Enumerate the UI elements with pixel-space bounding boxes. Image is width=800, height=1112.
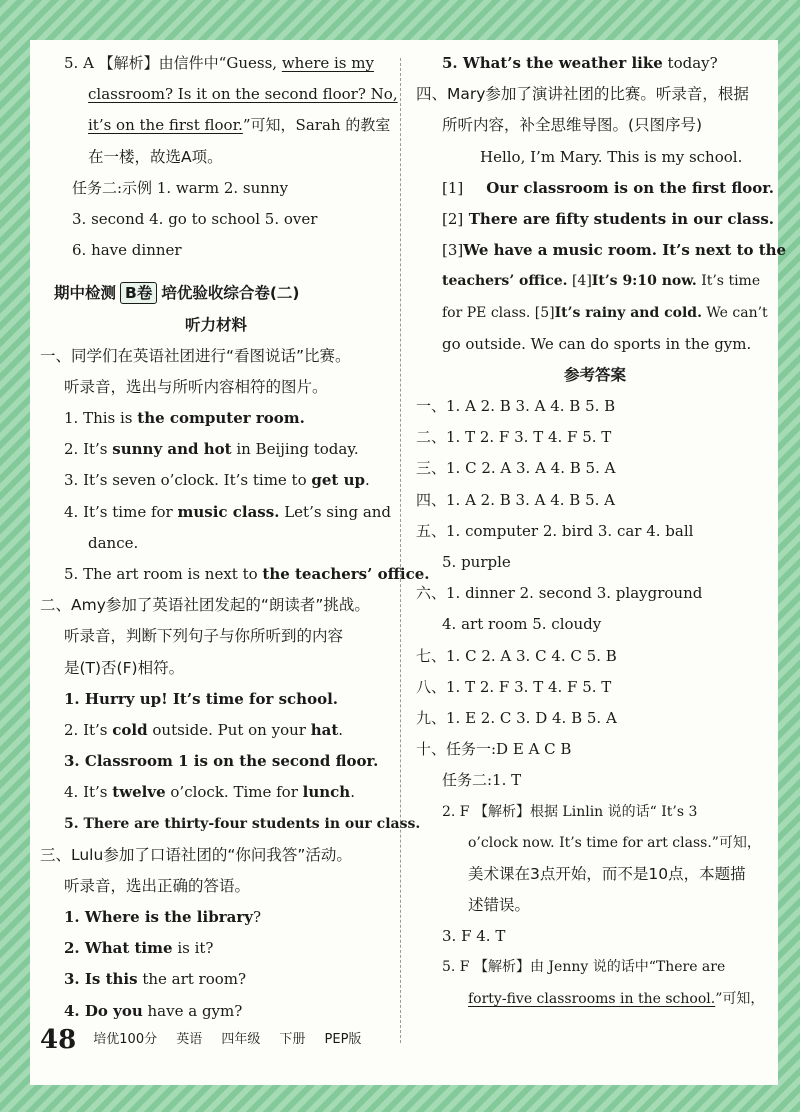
bold-text: It’s rainy and cold. bbox=[554, 304, 702, 321]
question-title: 四、Mary参加了演讲社团的比赛。听录音，根据 bbox=[416, 85, 749, 104]
bold-text: music class. bbox=[177, 502, 280, 521]
answer-line bbox=[40, 48, 392, 79]
text: for PE class. [5] bbox=[442, 304, 555, 321]
script-line: 1. Hurry up! It’s time for school. bbox=[64, 689, 338, 708]
bold-text: 5. What’s the weather like bbox=[442, 54, 663, 72]
bold-text: We have a music room. It’s next to the bbox=[463, 241, 787, 260]
script-line bbox=[40, 964, 392, 995]
script-line bbox=[416, 48, 774, 79]
term-label: 下册 bbox=[279, 1031, 306, 1047]
answer-row: 四、1. A 2. B 3. A 4. B 5. A bbox=[416, 490, 616, 509]
section-title: 培优验收综合卷(二) bbox=[161, 284, 300, 303]
bold-text: teachers’ office. bbox=[442, 273, 568, 290]
text: . bbox=[350, 783, 355, 802]
section-heading bbox=[40, 278, 392, 309]
text: o’clock. Time for bbox=[165, 783, 303, 802]
underlined-text: where is my bbox=[281, 54, 374, 72]
question-title: 三、Lulu参加了口语社团的“你问我答”活动。 bbox=[40, 845, 352, 864]
answer-row: 4. art room 5. cloudy bbox=[442, 615, 602, 634]
text: It’s time bbox=[696, 273, 761, 290]
answer-row: 七、1. C 2. A 3. C 4. C 5. B bbox=[416, 646, 617, 665]
text: [4] bbox=[567, 273, 592, 290]
script-line: 5. There are thirty-four students in our class. bbox=[64, 815, 421, 832]
explanation-line bbox=[416, 984, 774, 1015]
text: [3] bbox=[442, 241, 464, 260]
script-line bbox=[40, 902, 392, 933]
script-line bbox=[40, 497, 392, 528]
text: . bbox=[338, 720, 344, 739]
passage-line bbox=[416, 204, 774, 235]
script-line bbox=[40, 996, 392, 1027]
script-line bbox=[40, 777, 392, 808]
answer-row: 十、任务一:D E A C B bbox=[416, 740, 572, 759]
explanation-line: 述错误。 bbox=[468, 896, 531, 915]
answer-row: 5. purple bbox=[442, 553, 511, 571]
passage-line: go outside. We can do sports in the gym. bbox=[442, 334, 752, 353]
text: have a gym? bbox=[142, 1001, 243, 1020]
underlined-text: forty-five classrooms in the school. bbox=[468, 990, 716, 1007]
explanation-line: 美术课在3点开始，而不是10点，本题描 bbox=[468, 864, 746, 883]
question-instruction: 听录音，选出正确的答语。 bbox=[64, 876, 251, 895]
answer-row: 六、1. dinner 2. second 3. playground bbox=[416, 584, 703, 603]
answer-row: 九、1. E 2. C 3. D 4. B 5. A bbox=[416, 708, 617, 727]
page-footer bbox=[40, 1024, 375, 1054]
answer-row: 五、1. computer 2. bird 3. car 4. ball bbox=[416, 521, 694, 540]
passage-line bbox=[416, 235, 787, 266]
text: 5. A 【解析】由信件中“Guess, bbox=[64, 54, 282, 72]
bold-text: 3. Is this bbox=[64, 970, 138, 989]
section-label: 期中检测 bbox=[54, 284, 117, 303]
text: is it? bbox=[172, 939, 214, 958]
section-badge: B卷 bbox=[120, 282, 157, 304]
text: ? bbox=[252, 908, 261, 927]
bold-text: get up bbox=[311, 471, 365, 490]
text: 5. The art room is next to bbox=[64, 565, 263, 583]
script-line bbox=[40, 715, 392, 746]
answer-line bbox=[40, 79, 398, 110]
task-two-line: 6. have dinner bbox=[72, 241, 182, 260]
text: . bbox=[364, 471, 370, 490]
text: 4. It’s bbox=[64, 783, 113, 802]
bold-text: cold bbox=[112, 720, 148, 739]
answer-row: 八、1. T 2. F 3. T 4. F 5. T bbox=[416, 677, 612, 696]
explanation-line: 2. F 【解析】根据 Linlin 说的话“ It’s 3 bbox=[442, 803, 698, 820]
subject-label: 英语 bbox=[176, 1031, 203, 1047]
listening-heading: 听力材料 bbox=[184, 315, 247, 334]
text: [1] bbox=[442, 178, 464, 197]
bold-text: sunny and hot bbox=[112, 440, 232, 459]
bold-text: 4. Do you bbox=[64, 1001, 143, 1020]
left-column bbox=[40, 48, 430, 1027]
bold-text: the computer room. bbox=[137, 409, 305, 428]
page-number: 48 bbox=[40, 1024, 77, 1055]
script-line bbox=[40, 465, 392, 496]
question-instruction: 所听内容，补全思维导图。(只图序号) bbox=[442, 116, 703, 135]
script-line bbox=[40, 933, 392, 964]
bold-text: twelve bbox=[112, 783, 166, 802]
bold-text: Our classroom is on the first floor. bbox=[486, 178, 774, 197]
bold-text: the teachers’ office. bbox=[262, 565, 430, 583]
grade-label: 四年级 bbox=[221, 1031, 261, 1047]
text: today? bbox=[662, 54, 718, 72]
bold-text: hat bbox=[310, 720, 339, 739]
text: 3. It’s seven o’clock. It’s time to bbox=[64, 471, 312, 490]
question-instruction: 听录音，选出与所听内容相符的图片。 bbox=[64, 377, 328, 396]
text: [2] bbox=[442, 209, 464, 228]
answer-line: 在一楼，故选A项。 bbox=[88, 147, 223, 166]
script-line: dance. bbox=[88, 533, 139, 552]
question-instruction: 听录音，判断下列句子与你所听到的内容 bbox=[64, 627, 344, 646]
question-instruction: 是(T)否(F)相符。 bbox=[64, 658, 185, 677]
text: 1. This is bbox=[64, 409, 138, 428]
answer-row: 三、1. C 2. A 3. A 4. B 5. A bbox=[416, 459, 616, 478]
text: ”可知， bbox=[715, 990, 765, 1007]
column-divider bbox=[400, 58, 401, 1043]
explanation-line: 5. F 【解析】由 Jenny 说的话中“There are bbox=[442, 959, 726, 976]
right-column bbox=[416, 48, 787, 1015]
text: outside. Put on your bbox=[147, 720, 311, 739]
task-two-line: 3. second 4. go to school 5. over bbox=[72, 209, 318, 228]
script-line bbox=[40, 434, 392, 465]
answer-line bbox=[40, 110, 392, 141]
edition-label: PEP版 bbox=[324, 1031, 362, 1047]
text: the art room? bbox=[137, 970, 247, 989]
passage-line bbox=[416, 173, 774, 204]
bold-text: 2. What time bbox=[64, 939, 173, 958]
script-line bbox=[40, 403, 392, 434]
text: 4. It’s time for bbox=[64, 502, 178, 521]
bold-text: It’s 9:10 now. bbox=[591, 273, 697, 290]
question-title: 一、同学们在英语社团进行“看图说话”比赛。 bbox=[40, 346, 351, 365]
question-title: 二、Amy参加了英语社团发起的“朗读者”挑战。 bbox=[40, 596, 370, 615]
passage-line bbox=[416, 298, 774, 329]
passage-line bbox=[416, 266, 774, 297]
text: We can’t bbox=[701, 304, 768, 321]
bold-text: 1. Where is the library bbox=[64, 908, 253, 927]
script-line: 3. Classroom 1 is on the second floor. bbox=[64, 752, 379, 771]
answer-row: 一、1. A 2. B 3. A 4. B 5. B bbox=[416, 397, 616, 416]
book-title: 培优100分 bbox=[93, 1031, 158, 1047]
answers-heading: 参考答案 bbox=[563, 365, 626, 384]
bold-text: lunch bbox=[302, 783, 351, 802]
answer-row: 二、1. T 2. F 3. T 4. F 5. T bbox=[416, 428, 612, 447]
underlined-text: it’s on the first floor. bbox=[88, 116, 243, 135]
text: 2. It’s bbox=[64, 440, 113, 459]
explanation-line: o’clock now. It’s time for art class.”可知， bbox=[468, 834, 761, 851]
script-line bbox=[40, 559, 430, 590]
text: ”可知，Sarah 的教室 bbox=[242, 116, 391, 135]
text: 2. It’s bbox=[64, 720, 113, 739]
passage-line: Hello, I’m Mary. This is my school. bbox=[480, 147, 743, 166]
underlined-text: classroom? Is it on the second floor? No, bbox=[88, 85, 398, 104]
text: Let’s sing and bbox=[279, 502, 392, 521]
answer-row: 任务二:1. T bbox=[442, 771, 522, 790]
task-two-line: 任务二:示例 1. warm 2. sunny bbox=[72, 178, 289, 197]
text: in Beijing today. bbox=[231, 440, 359, 459]
bold-text: There are fifty students in our class. bbox=[468, 209, 774, 228]
answer-row: 3. F 4. T bbox=[442, 927, 506, 946]
